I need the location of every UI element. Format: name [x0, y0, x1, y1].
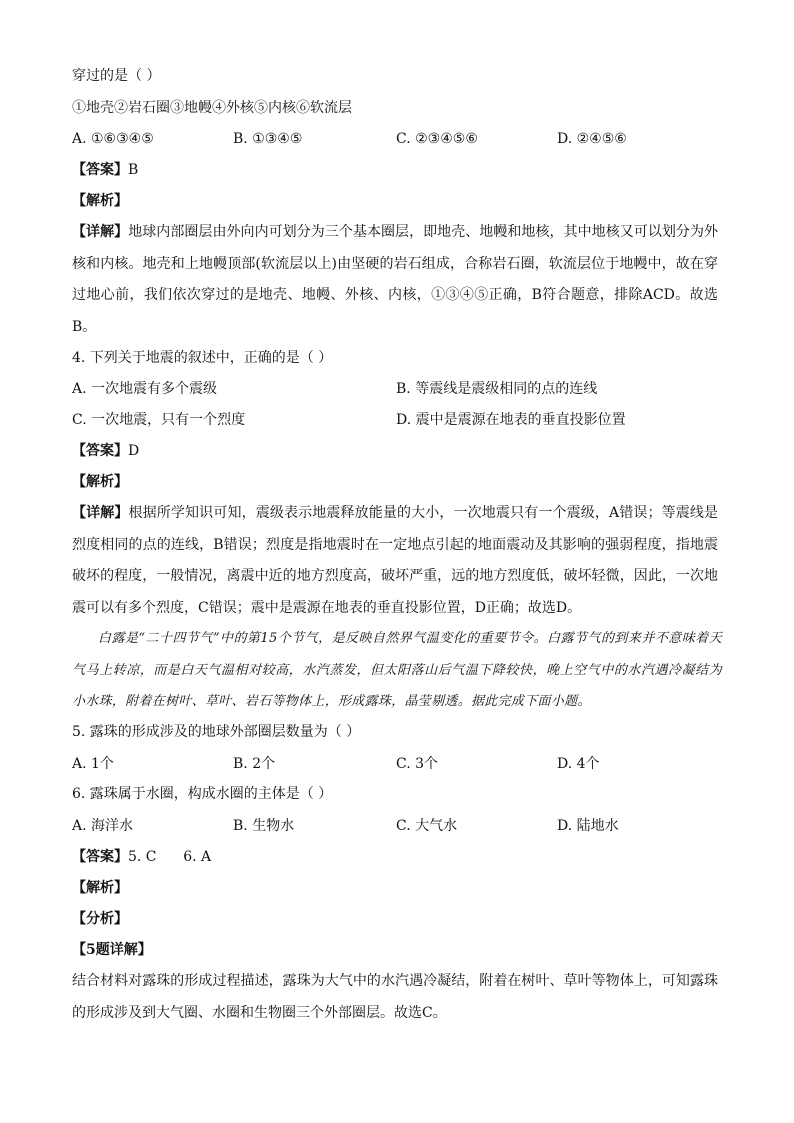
answer-value: D: [128, 443, 140, 459]
q5-option-d: D. 4个: [557, 756, 600, 772]
q3-option-c: C. ②③④⑤⑥: [396, 131, 478, 147]
q6-stem: 6. 露珠属于水圈，构成水圈的主体是（ ）: [72, 786, 333, 802]
q5-detail: 结合材料对露珠的形成过程描述，露珠为大气中的水汽遇冷凝结，附着在树叶、草叶等物体上，可知露珠的形成涉及到大气圈、水圈和生物圈三个外部圈层。故选C。: [72, 973, 718, 1021]
detail-text: 根据所学知识可知，震级表示地震释放能量的大小，一次地震只有一个震级，A错误；等震线是烈度相同的点的连线，B错误；烈度是指地震时在一定地点引起的地面震动及其影响的强弱程度，指地震破坏的程度，一般情况，离震中近的地方烈度高，破坏严重，远的地方烈度低，破坏轻微，因此，一次地震可以有多个烈度，C错误；震中是震源在地表的垂直投影位置，D正确；故选D。: [72, 505, 719, 616]
answer-label: 【答案】: [72, 849, 128, 865]
q6-option-b: B. 生物水: [233, 818, 295, 834]
q6-option-c: C. 大气水: [396, 818, 458, 834]
q4-option-c: C. 一次地震，只有一个烈度: [72, 412, 246, 428]
answer-value: B: [128, 162, 139, 178]
q56-answer: [72, 847, 211, 867]
detail-text: 地球内部圈层由外向内可划分为三个基本圈层，即地壳、地幔和地核，其中地核又可以划分为外核和内核。地壳和上地幔顶部(软流层以上)由坚硬的岩石组成，合称岩石圈，软流层位于地幔中，故在穿过地心前，我们依次穿过的是地壳、地幔、外核、内核，①③④⑤正确，B符合题意，排除ACD。故选B。: [72, 224, 719, 335]
q5-detail-label: 【5题详解】: [72, 942, 152, 958]
q4-option-a: A. 一次地震有多个震级: [72, 381, 218, 397]
q5-option-c: C. 3个: [396, 756, 439, 772]
q3-option-b: B. ①③④⑤: [233, 131, 303, 147]
q4-answer: [72, 441, 139, 461]
q5-option-a: A. 1个: [72, 756, 114, 772]
q3-detail: [72, 217, 718, 343]
q3-option-a: A. ①⑥③④⑤: [72, 131, 154, 147]
q56-analysis-label: 【解析】: [72, 880, 128, 896]
q4-analysis-label: 【解析】: [72, 474, 128, 490]
q3-items: ①地壳②岩石圈③地幔④外核⑤内核⑥软流层: [72, 100, 352, 116]
q3-option-d: D. ②④⑤⑥: [557, 131, 627, 147]
q3-stem-tail: 穿过的是（ ）: [72, 68, 161, 84]
detail-label: 【详解】: [72, 505, 129, 521]
q4-option-b: B. 等震线是震级相同的点的连线: [396, 381, 598, 397]
detail-label: 【详解】: [72, 224, 129, 240]
q5-stem: 5. 露珠的形成涉及的地球外部圈层数量为（ ）: [72, 724, 361, 740]
q6-option-a: A. 海洋水: [72, 818, 134, 834]
q3-analysis-label: 【解析】: [72, 193, 128, 209]
q4-detail: [72, 498, 718, 624]
q5-option-b: B. 2个: [233, 756, 276, 772]
q6-option-d: D. 陆地水: [557, 818, 619, 834]
q3-answer: [72, 160, 138, 180]
q4-stem: 4. 下列关于地震的叙述中，正确的是（ ）: [72, 350, 333, 366]
answer-label: 【答案】: [72, 443, 128, 459]
material-passage: 白露是“二十四节气”中的第15个节气，是反映自然界气温变化的重要节令。白露节气的到来并不意味着天气马上转凉，而是白天气温相对较高，水汽蒸发，但太阳落山后气温下降较快，晚上空气中的水汽遇冷凝结为小水珠，附着在树叶、草叶、岩石等物体上，形成露珠，晶莹剔透。据此完成下面小题。: [72, 631, 722, 709]
q4-option-d: D. 震中是震源在地表的垂直投影位置: [396, 412, 626, 428]
answer-value: 5. C 6. A: [128, 849, 212, 865]
q56-fenxi-label: 【分析】: [72, 911, 128, 927]
answer-label: 【答案】: [72, 162, 128, 178]
